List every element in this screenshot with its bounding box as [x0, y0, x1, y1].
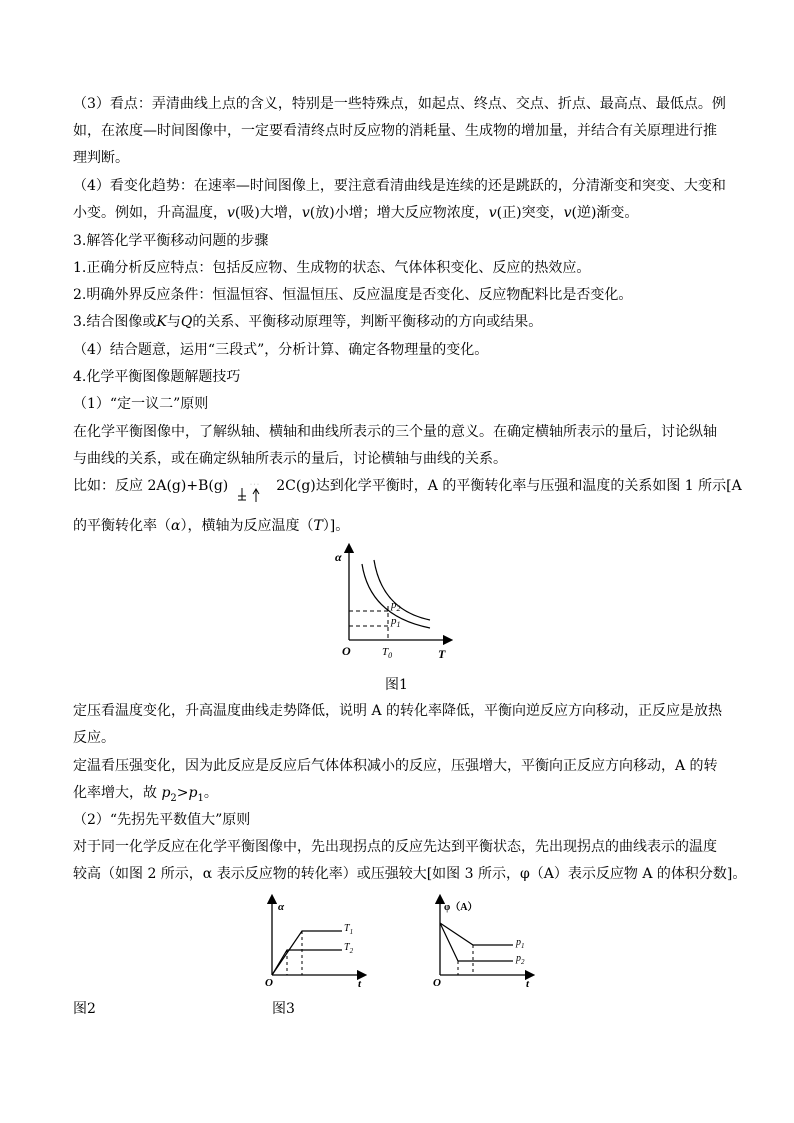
figure-1-caption: 图1 — [385, 677, 408, 693]
curve-label-p1: $p_1$ — [516, 937, 525, 950]
figure-3-graph — [430, 893, 540, 988]
paragraph-line: （4）看变化趋势：在速率—时间图像上，要注意看清曲线是连续的还是跳跃的，分清渐变和突变、大变和 — [73, 178, 726, 194]
paragraph-line: 理判断。 — [73, 150, 129, 166]
paragraph-line: 1.正确分析反应特点：包括反应物、生成物的状态、气体体积变化、反应的热效应。 — [73, 260, 591, 276]
velocity-symbol: v — [488, 205, 497, 221]
figure-2-caption: 图2 — [73, 1001, 96, 1017]
x-axis-label: t — [526, 978, 530, 988]
paragraph-line: 对于同一化学反应在化学平衡图像中，先出现拐点的反应先达到平衡状态，先出现拐点的曲线表示的温度 — [73, 839, 717, 855]
velocity-symbol: v — [227, 205, 235, 221]
paragraph-line — [73, 203, 638, 223]
x-axis-label: T — [438, 647, 446, 661]
k-symbol: K — [156, 314, 167, 330]
curve-p2 — [440, 923, 513, 961]
curve-label-p2: $p_2$ — [516, 953, 525, 966]
curve-label-t1: $T_1$ — [344, 923, 354, 936]
figure-1-graph — [330, 540, 460, 665]
q-symbol: Q — [180, 314, 193, 330]
text-run: 小变。例如，升高温度， — [73, 205, 227, 221]
text-run: ）]。 — [322, 518, 350, 534]
alpha-symbol: α — [171, 518, 181, 534]
example-line — [73, 476, 742, 496]
curve-t2 — [272, 950, 342, 975]
text-run: 比如：反应 2A(g)+B(g) — [73, 478, 229, 494]
text-run: (逆)渐变。 — [571, 205, 639, 221]
x-axis-label: t — [358, 978, 362, 988]
text-run: > — [176, 785, 189, 801]
text-run: 化率增大，故 — [73, 785, 162, 801]
subscript: 2 — [170, 792, 177, 804]
paragraph-line: 2.明确外界反应条件：恒温恒容、恒温恒压、反应温度是否变化、反应物配料比是否变化。 — [73, 287, 633, 303]
paragraph-line: （4）结合题意，运用“三段式”，分析计算、确定各物理量的变化。 — [73, 342, 489, 358]
origin-label: O — [265, 977, 273, 988]
curve-label-t2: $T_2$ — [344, 942, 354, 955]
text-run: 2C(g)达到化学平衡时，A 的平衡转化率与压强和温度的关系如图 1 所示[A — [276, 478, 742, 494]
curve-t1 — [272, 931, 342, 975]
equilibrium-arrows-icon — [228, 476, 276, 496]
y-axis-label: α — [278, 901, 285, 913]
y-axis-label: α — [335, 550, 342, 564]
section-heading: 4.化学平衡图像题解题技巧 — [73, 369, 241, 385]
section-heading: 3.解答化学平衡移动问题的步骤 — [73, 233, 269, 249]
paragraph-line: 与曲线的关系，或在确定纵轴所表示的量后，讨论横轴与曲线的关系。 — [73, 451, 507, 467]
p-symbol: p — [188, 785, 198, 801]
text-run: (放)小增；增大反应物浓度， — [309, 205, 489, 221]
paragraph-line: 在化学平衡图像中，了解纵轴、横轴和曲线所表示的三个量的意义。在确定横轴所表示的量后，讨论纵轴 — [73, 424, 717, 440]
curve-p1 — [440, 923, 513, 945]
curve-label-p2: $p_2$ — [391, 599, 401, 613]
origin-label: O — [433, 977, 441, 988]
subsection-heading: （2）“先拐先平数值大”原则 — [73, 812, 251, 828]
paragraph-line: 较高（如图 2 所示，α 表示反应物的转化率）或压强较大[如图 3 所示，φ（A）表示反应物 A 的体积分数]。 — [73, 866, 747, 882]
paragraph-line: 定温看压强变化，因为此反应是反应后气体体积减小的反应，压强增大，平衡向正反应方向移动，A 的转 — [73, 758, 718, 774]
paragraph-line — [73, 312, 542, 332]
figure-2-graph — [262, 893, 372, 988]
text-run: 与 — [166, 314, 181, 330]
subsection-heading: （1）“定一议二”原则 — [73, 396, 209, 412]
y-axis-label: φ（A） — [444, 902, 478, 913]
text-run: (正)突变， — [496, 205, 564, 221]
paragraph-line: 定压看温度变化，升高温度曲线走势降低，说明 A 的转化率降低，平衡向逆反应方向移动，正反应是放热 — [73, 703, 723, 719]
p-symbol: p — [161, 785, 171, 801]
velocity-symbol: v — [301, 205, 310, 221]
paragraph-line — [73, 783, 218, 809]
paragraph-line: （3）看点：弄清曲线上点的含义，特别是一些特殊点，如起点、终点、交点、折点、最高点、最低点。例 — [73, 96, 726, 112]
example-line — [73, 516, 349, 536]
text-run: ），横轴为反应温度（ — [180, 518, 314, 534]
text-run: (吸)大增， — [234, 205, 302, 221]
paragraph-line: 反应。 — [73, 730, 115, 746]
text-run: 。 — [203, 785, 218, 801]
curve-p2 — [374, 560, 430, 620]
text-run: 3.结合图像或 — [73, 314, 157, 330]
origin-label: O — [342, 644, 351, 658]
figure-3-caption: 图3 — [272, 1001, 295, 1017]
svg-text:· · ·: · · · — [250, 482, 260, 488]
text-run: 的关系、平衡移动原理等，判断平衡移动的方向或结果。 — [192, 314, 543, 330]
paragraph-line: 如，在浓度—时间图像中，一定要看清终点时反应物的消耗量、生成物的增加量，并结合有关原理进行推 — [73, 123, 717, 139]
curve-label-p1: $p_1$ — [391, 615, 401, 629]
t0-label: $T_0$ — [382, 646, 393, 660]
t-symbol: T — [313, 518, 323, 534]
subscript: 1 — [197, 792, 204, 804]
text-run: 的平衡转化率（ — [73, 518, 171, 534]
velocity-symbol: v — [563, 205, 572, 221]
